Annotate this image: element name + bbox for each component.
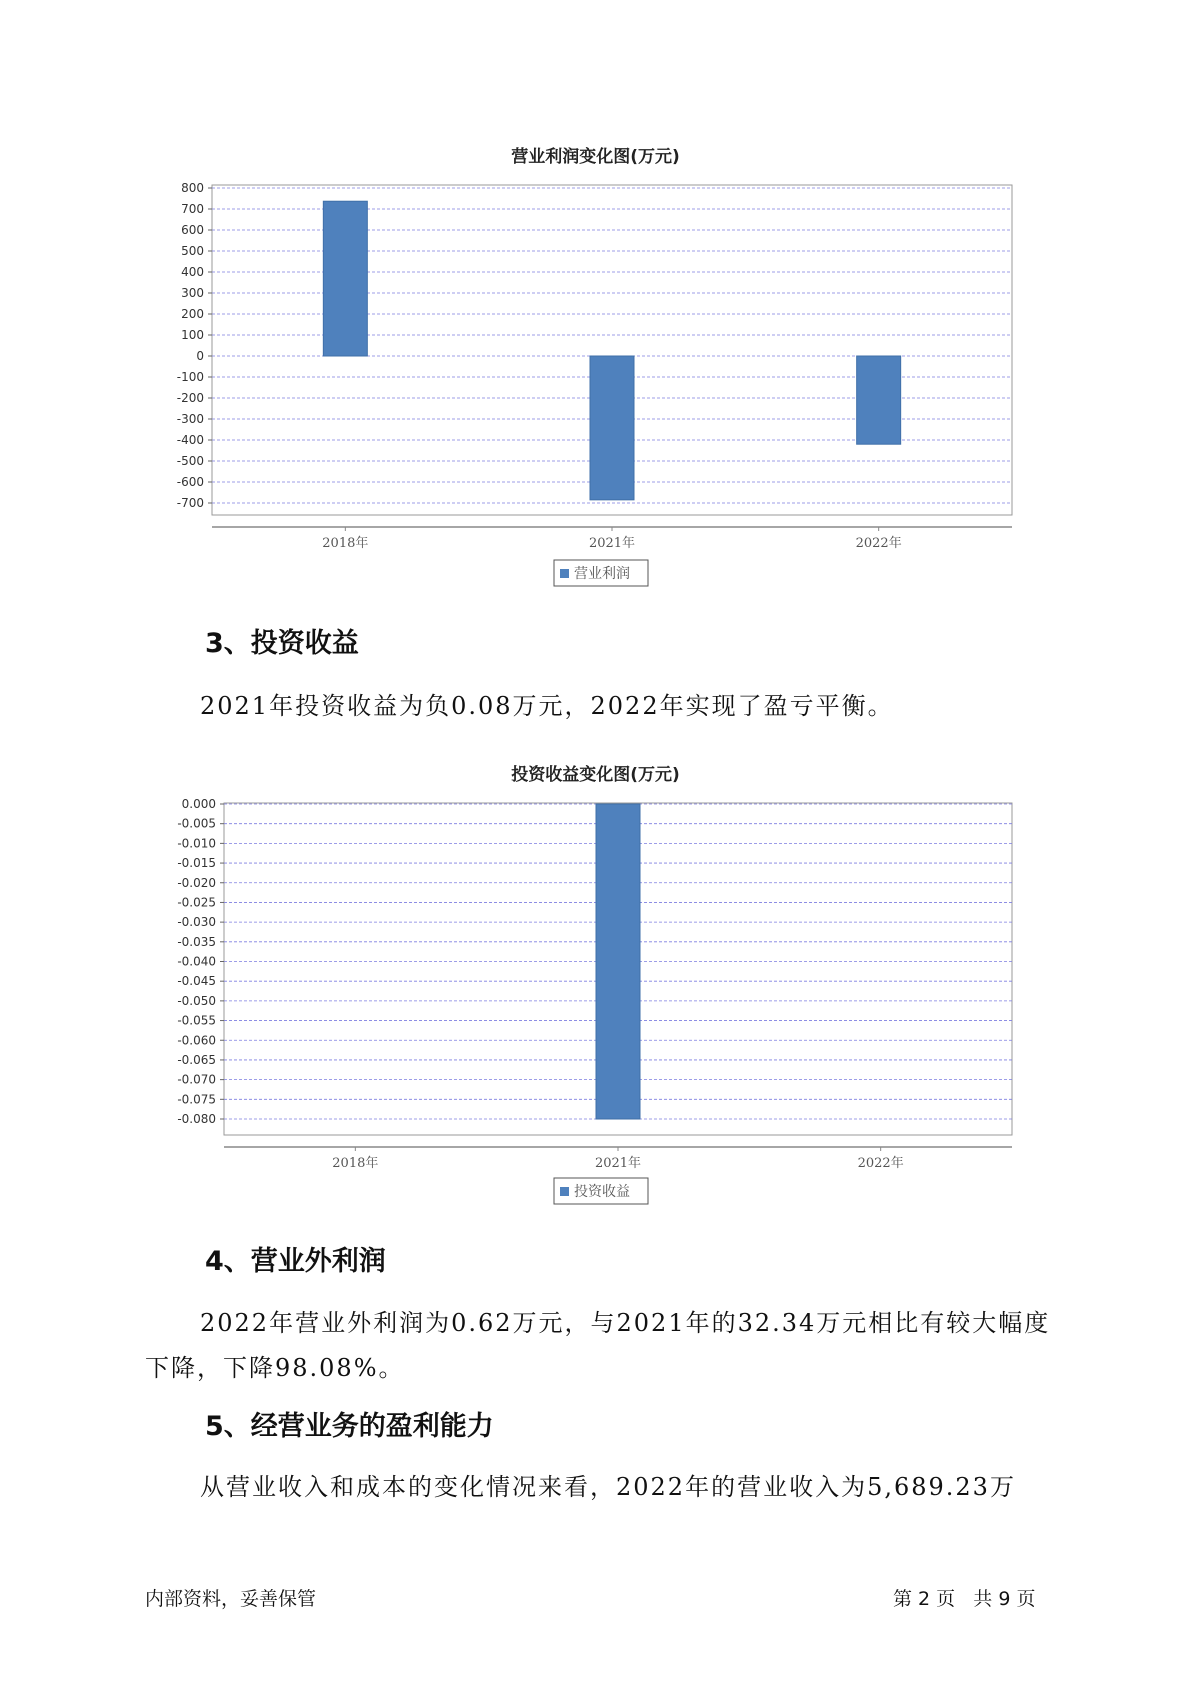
bar-2022年 xyxy=(857,356,901,444)
y-tick-label: -0.020 xyxy=(177,875,216,890)
x-tick-label: 2022年 xyxy=(855,536,902,551)
y-tick-label: -0.035 xyxy=(177,934,216,949)
y-tick-label: 800 xyxy=(181,181,204,195)
legend-label: 营业利润 xyxy=(574,566,630,582)
section5-heading: 5、经营业务的盈利能力 xyxy=(205,1411,494,1442)
legend xyxy=(554,560,648,586)
y-tick-label: 100 xyxy=(181,328,204,342)
y-tick-label: -400 xyxy=(176,433,204,447)
y-tick-label: -700 xyxy=(176,496,204,510)
y-tick-label: -0.065 xyxy=(177,1052,216,1067)
bar-2021年 xyxy=(596,804,640,1119)
y-tick-label: -500 xyxy=(176,454,204,468)
legend-swatch xyxy=(560,1187,569,1196)
y-tick-label: 700 xyxy=(181,202,204,216)
y-tick-label: -0.010 xyxy=(177,836,216,851)
x-tick-label: 2021年 xyxy=(594,1156,642,1171)
legend xyxy=(554,1178,648,1204)
y-tick-label: -100 xyxy=(176,370,204,384)
y-tick-label: 500 xyxy=(181,244,204,258)
legend-swatch xyxy=(560,569,569,578)
bar-2018年 xyxy=(323,201,367,356)
y-tick-label: 400 xyxy=(181,265,204,279)
y-tick-label: -200 xyxy=(176,391,204,405)
y-tick-label: 600 xyxy=(181,223,204,237)
y-tick-label: -600 xyxy=(176,475,204,489)
footer-confidential: 内部资料，妥善保管 xyxy=(145,1588,317,1610)
y-tick-label: -0.005 xyxy=(177,816,216,831)
operating-profit-chart xyxy=(0,160,1191,600)
section4-paragraph-line2: 下降，下降98.08%。 xyxy=(145,1354,405,1382)
x-tick-label: 2021年 xyxy=(588,536,636,551)
footer-page-number: 第 2 页 共 9 页 xyxy=(893,1588,1036,1610)
legend-label: 投资收益 xyxy=(574,1184,630,1200)
y-tick-label: -0.045 xyxy=(177,974,216,989)
y-tick-label: -0.030 xyxy=(177,915,216,930)
y-tick-label: -0.040 xyxy=(177,954,216,969)
chart1-title: 营业利润变化图(万元) xyxy=(511,147,680,167)
y-tick-label: -0.070 xyxy=(177,1072,216,1087)
section4-heading: 4、营业外利润 xyxy=(205,1246,386,1277)
y-tick-label: -0.060 xyxy=(177,1033,216,1048)
y-tick-label: -0.050 xyxy=(177,993,216,1008)
y-tick-label: -0.055 xyxy=(177,1013,216,1028)
y-tick-label: 200 xyxy=(181,307,204,321)
section3-paragraph: 2021年投资收益为负0.08万元，2022年实现了盈亏平衡。 xyxy=(200,692,894,720)
x-tick-label: 2018年 xyxy=(332,1156,379,1171)
y-tick-label: -0.025 xyxy=(177,895,216,910)
section5-paragraph-line1: 从营业收入和成本的变化情况来看，2022年的营业收入为5,689.23万 xyxy=(200,1473,1016,1501)
section4-paragraph-line1: 2022年营业外利润为0.62万元，与2021年的32.34万元相比有较大幅度 xyxy=(200,1309,1051,1337)
y-tick-label: 0.000 xyxy=(181,797,216,811)
bar-2021年 xyxy=(590,356,634,500)
x-tick-label: 2018年 xyxy=(322,536,369,551)
y-tick-label: -300 xyxy=(176,412,204,426)
y-tick-label: 0 xyxy=(196,349,204,363)
y-tick-label: -0.075 xyxy=(177,1092,216,1107)
section3-heading: 3、投资收益 xyxy=(205,628,359,659)
investment-income-chart xyxy=(0,780,1191,1220)
x-tick-label: 2022年 xyxy=(857,1156,904,1171)
y-tick-label: -0.080 xyxy=(177,1112,216,1126)
y-tick-label: 300 xyxy=(181,286,204,300)
chart2-title: 投资收益变化图(万元) xyxy=(511,765,680,785)
y-tick-label: -0.015 xyxy=(177,856,216,871)
